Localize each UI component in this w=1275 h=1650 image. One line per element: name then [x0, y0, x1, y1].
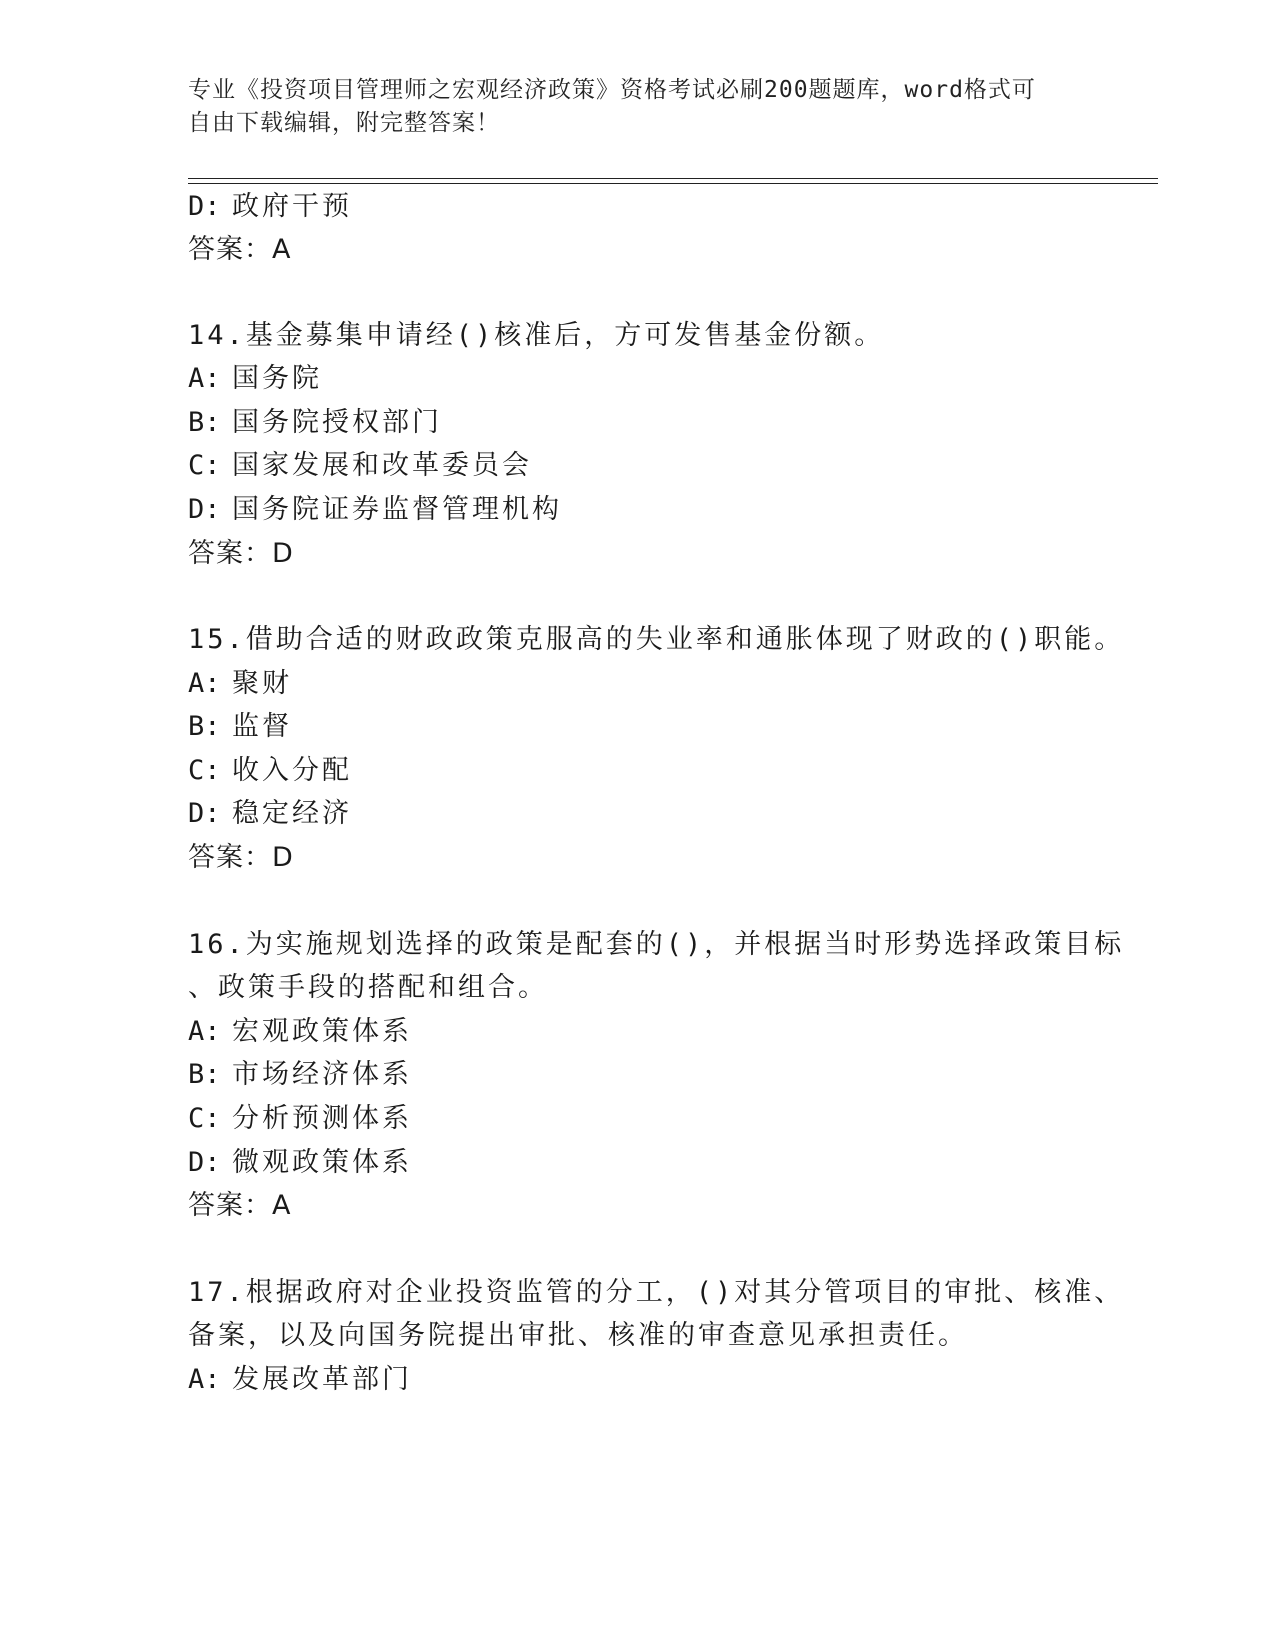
question-16-stem-line-2: 、政策手段的搭配和组合。: [188, 972, 548, 1003]
option-label: C:: [188, 755, 221, 786]
option-text: 市场经济体系: [232, 1059, 412, 1090]
option-label: A:: [188, 1016, 221, 1047]
question-14-answer: 答案：D: [188, 538, 294, 569]
option-label: D:: [188, 798, 221, 829]
option-text: 国家发展和改革委员会: [232, 450, 532, 481]
option-text: 微观政策体系: [232, 1147, 412, 1178]
question-16-option-b: [188, 1058, 412, 1092]
option-text: 收入分配: [232, 755, 352, 786]
question-14-option-c: [188, 449, 532, 483]
question-15-answer: 答案：D: [188, 842, 294, 873]
question-15-option-a: [188, 667, 292, 701]
option-label: D:: [188, 1147, 221, 1178]
option-label: B:: [188, 1059, 221, 1090]
option-label: A:: [188, 668, 221, 699]
question-14-option-b: [188, 406, 442, 440]
option-label: D:: [188, 191, 221, 222]
option-label: A:: [188, 363, 221, 394]
question-16-option-d: [188, 1146, 412, 1180]
option-text: 国务院授权部门: [232, 407, 442, 438]
question-15-option-d: [188, 797, 352, 831]
question-15-option-b: [188, 710, 292, 744]
question-14-option-d: [188, 493, 562, 527]
option-text: 政府干预: [232, 191, 352, 222]
question-16-stem-line-1: 16.为实施规划选择的政策是配套的()，并根据当时形势选择政策目标: [188, 929, 1125, 960]
question-17-stem-line-2: 备案，以及向国务院提出审批、核准的审查意见承担责任。: [188, 1320, 968, 1351]
question-17-stem-line-1: 17.根据政府对企业投资监管的分工，()对其分管项目的审批、核准、: [188, 1277, 1125, 1308]
question-16-option-c: [188, 1102, 412, 1136]
option-text: 国务院证券监督管理机构: [232, 494, 562, 525]
option-text: 监督: [232, 711, 292, 742]
question-14-stem: 14.基金募集申请经()核准后，方可发售基金份额。: [188, 320, 885, 351]
option-label: A:: [188, 1364, 221, 1395]
document-header: [188, 74, 1088, 140]
question-15-option-c: [188, 754, 352, 788]
option-text: 宏观政策体系: [232, 1016, 412, 1047]
header-rule-bottom: [188, 183, 1158, 184]
option-text: 国务院: [232, 363, 322, 394]
prev-answer: 答案：A: [188, 234, 292, 265]
option-label: B:: [188, 711, 221, 742]
question-14-option-a: [188, 362, 322, 396]
question-15-stem: 15.借助合适的财政政策克服高的失业率和通胀体现了财政的()职能。: [188, 624, 1125, 655]
option-label: C:: [188, 1103, 221, 1134]
option-text: 稳定经济: [232, 798, 352, 829]
header-rule-top: [188, 178, 1158, 179]
question-16-answer: 答案：A: [188, 1190, 292, 1221]
header-line-2: 自由下载编辑，附完整答案！: [188, 110, 500, 136]
header-line-1: 专业《投资项目管理师之宏观经济政策》资格考试必刷200题题库，word格式可: [188, 77, 1036, 103]
question-16-option-a: [188, 1015, 412, 1049]
option-label: D:: [188, 494, 221, 525]
option-text: 发展改革部门: [232, 1364, 412, 1395]
prev-option-d: [188, 190, 352, 224]
option-label: B:: [188, 407, 221, 438]
option-text: 分析预测体系: [232, 1103, 412, 1134]
option-label: C:: [188, 450, 221, 481]
option-text: 聚财: [232, 668, 292, 699]
question-17-option-a: [188, 1363, 412, 1397]
